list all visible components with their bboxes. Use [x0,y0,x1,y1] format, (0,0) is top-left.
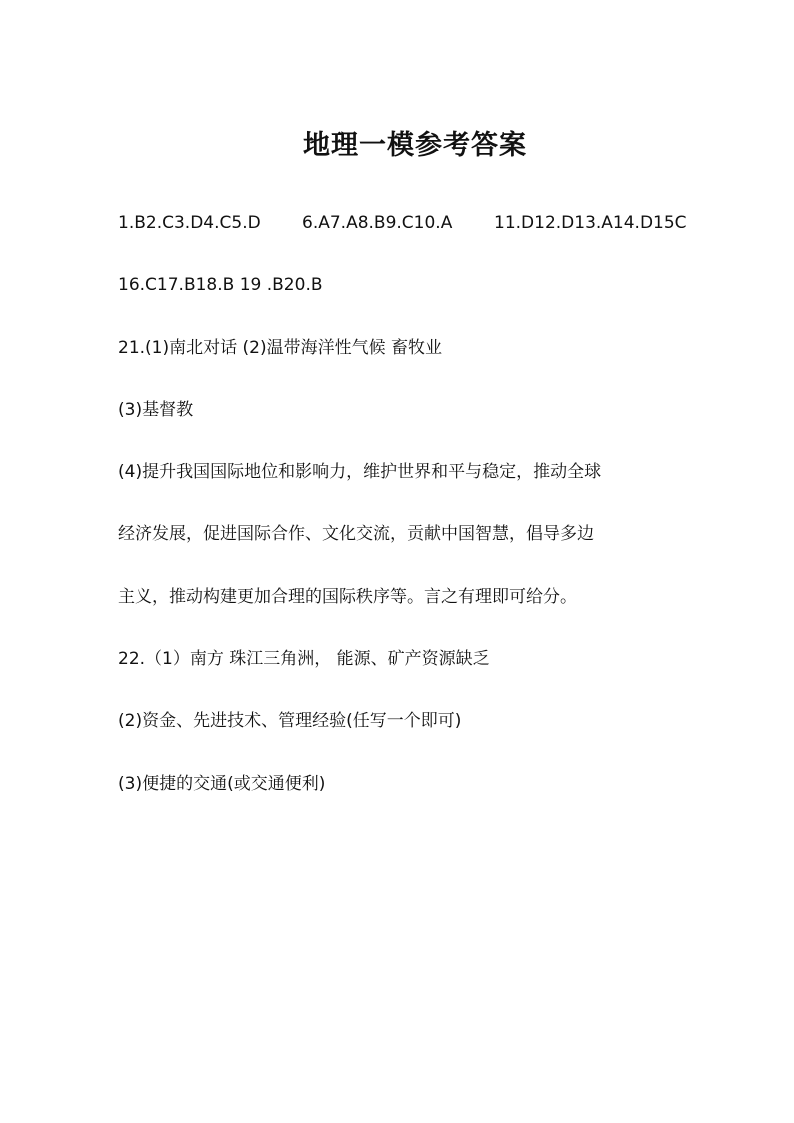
q21-part4-line-1: (4)提升我国国际地位和影响力，维护世界和平与稳定，推动全球 [118,462,602,482]
q21-part4-line-2: 经济发展，促进国际合作、文化交流，贡献中国智慧，倡导多边 [118,524,594,544]
choice-answers-group-3: 11.D12.D13.A14.D15C [494,213,687,233]
choice-answers-group-1: 1.B2.C3.D4.C5.D [118,213,261,233]
q21-part3: (3)基督教 [118,400,194,420]
q22-part3: (3)便捷的交通(或交通便利) [118,774,326,794]
choice-answers-row-1 [118,211,687,235]
page-title: 地理一模参考答案 [303,130,527,161]
q22-part2: (2)资金、先进技术、管理经验(任写一个即可) [118,711,462,731]
choice-answers-group-2: 6.A7.A8.B9.C10.A [302,213,453,233]
choice-answers-row-2: 16.C17.B18.B 19 .B20.B [118,275,323,295]
q21-part1-2: 21.(1)南北对话 (2)温带海洋性气候 畜牧业 [118,338,443,358]
q22-part1: 22.（1）南方 珠江三角洲， 能源、矿产资源缺乏 [118,649,490,669]
q21-part4-line-3: 主义，推动构建更加合理的国际秩序等。言之有理即可给分。 [118,587,577,607]
